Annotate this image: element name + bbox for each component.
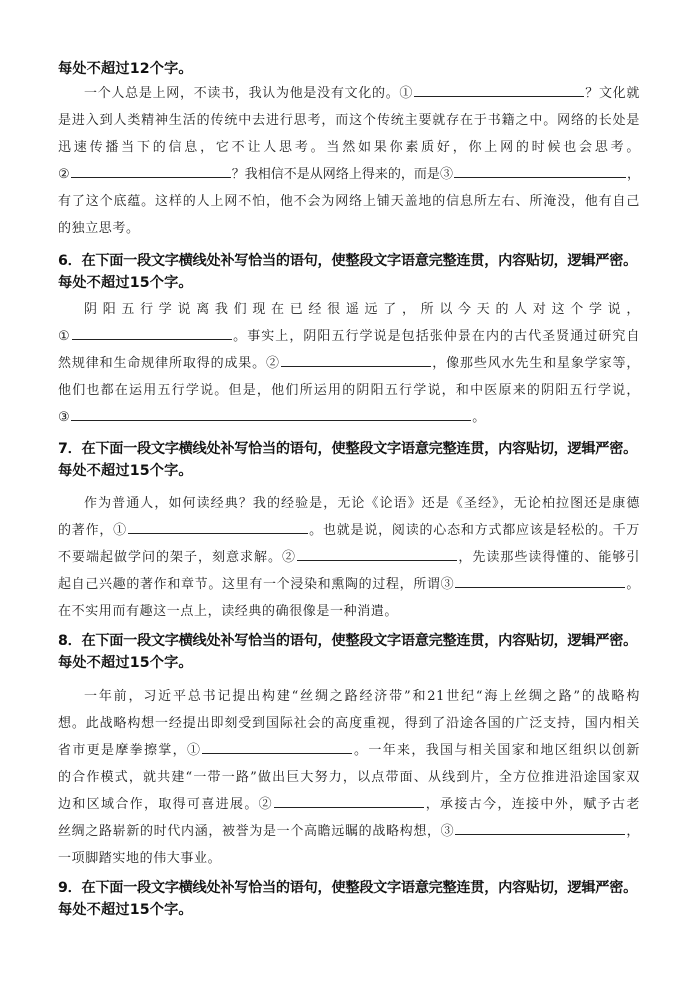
answer-blank-1[interactable] <box>202 739 352 754</box>
answer-blank-2[interactable] <box>71 163 231 178</box>
q7-instruction-limit: 每处不超过15个字。 <box>58 463 193 479</box>
answer-blank-3[interactable] <box>71 406 471 421</box>
q8-passage-line-5: 边和区域合作，取得可喜进展。② ，承接古今，连接中外，赋予古老 <box>58 791 640 818</box>
q8-instruction: 8．在下面一段文字横线处补写恰当的语句，使整段文字语意完整连贯，内容贴切，逻辑严密。 <box>58 633 637 649</box>
q8-passage-line-3: 省市更是摩拳擦掌，① 。一年来，我国与相关国家和地区组织以创新 <box>58 737 640 764</box>
q5-passage-line-1: 一个人总是上网，不读书，我认为他是没有文化的。① ？文化就 <box>58 80 640 107</box>
q6-passage-line-4: 他们也都在运用五行学说。但是，他们所运用的阴阳五行学说，和中医原来的阴阳五行学说， <box>58 383 640 398</box>
answer-blank-3[interactable] <box>455 573 625 588</box>
q6-passage-line-5: ③ 。 <box>58 404 640 431</box>
answer-blank-1[interactable] <box>72 325 232 340</box>
q5-instruction-tail: 每处不超过12个字。 <box>58 61 193 77</box>
q5-passage-line-6: 的独立思考。 <box>58 221 140 236</box>
answer-blank-3[interactable] <box>454 163 626 178</box>
q7-passage-line-4: 起自己兴趣的著作和章节。这里有一个浸染和熏陶的过程，所谓③ 。 <box>58 571 640 598</box>
q5-passage-line-2: 是进入到人类精神生活的传统中去进行思考，而这个传统主要就存在于书籍之中。网络的长处是 <box>58 113 640 128</box>
q7-passage-line-2: 的著作，① 。也就是说，阅读的心态和方式都应该是轻松的。千万 <box>58 517 640 544</box>
q9-instruction: 9．在下面一段文字横线处补写恰当的语句，使整段文字语意完整连贯，内容贴切，逻辑严密。 <box>58 880 637 896</box>
q8-passage-line-7: 一项脚踏实地的伟大事业。 <box>58 851 222 866</box>
q7-passage-line-1: 作为普通人，如何读经典？我的经验是，无论《论语》还是《圣经》，无论柏拉图还是康德 <box>84 496 640 511</box>
q8-passage-line-2: 想。此战略构想一经提出即刻受到国际社会的高度重视，得到了沿途各国的广泛支持，国内相关 <box>58 716 640 731</box>
q6-instruction: 6．在下面一段文字横线处补写恰当的语句，使整段文字语意完整连贯，内容贴切，逻辑严密。 <box>58 253 637 269</box>
answer-blank-1[interactable] <box>414 82 584 97</box>
q9-instruction-limit: 每处不超过15个字。 <box>58 902 193 918</box>
q6-passage-line-1: 阴阳五行学说离我们现在已经很遥远了，所以今天的人对这个学说， <box>84 302 640 317</box>
q8-passage-line-6: 丝绸之路崭新的时代内涵，被誉为是一个高瞻远瞩的战略构想，③ ， <box>58 818 640 845</box>
q5-passage-line-5: 有了这个底蕴。这样的人上网不怕，他不会为网络上铺天盖地的信息所左右、所淹没，他有自己 <box>58 194 640 209</box>
answer-blank-2[interactable] <box>274 793 424 808</box>
answer-blank-1[interactable] <box>128 519 308 534</box>
answer-blank-3[interactable] <box>455 820 625 835</box>
q7-instruction: 7．在下面一段文字横线处补写恰当的语句，使整段文字语意完整连贯，内容贴切，逻辑严密。 <box>58 441 637 457</box>
q8-passage-line-1: 一年前，习近平总书记提出构建“丝绸之路经济带”和21世纪“海上丝绸之路”的战略构 <box>84 689 640 704</box>
q5-passage-line-4: ② ？我相信不是从网络上得来的，而是③ ， <box>58 161 640 188</box>
answer-blank-2[interactable] <box>297 546 457 561</box>
q7-passage-line-3: 不要端起做学问的架子，刻意求解。② ，先读那些读得懂的、能够引 <box>58 544 640 571</box>
q6-passage-line-2: ① 。事实上，阴阳五行学说是包括张仲景在内的古代圣贤通过研究自 <box>58 323 640 350</box>
answer-blank-2[interactable] <box>281 352 431 367</box>
q8-instruction-limit: 每处不超过15个字。 <box>58 655 193 671</box>
q5-passage-line-3: 迅速传播当下的信息，它不让人思考。当然如果你素质好，你上网的时候也会思考。 <box>58 140 640 155</box>
q7-passage-line-5: 在不实用而有趣这一点上，读经典的确很像是一种消遣。 <box>58 604 399 619</box>
q6-instruction-limit: 每处不超过15个字。 <box>58 275 193 291</box>
q6-passage-line-3: 然规律和生命规律所取得的成果。② ，像那些风水先生和星象学家等， <box>58 350 640 377</box>
q8-passage-line-4: 的合作模式，就共建“一带一路”做出巨大努力，以点带面、从线到片，全方位推进沿途国家双 <box>58 770 640 785</box>
